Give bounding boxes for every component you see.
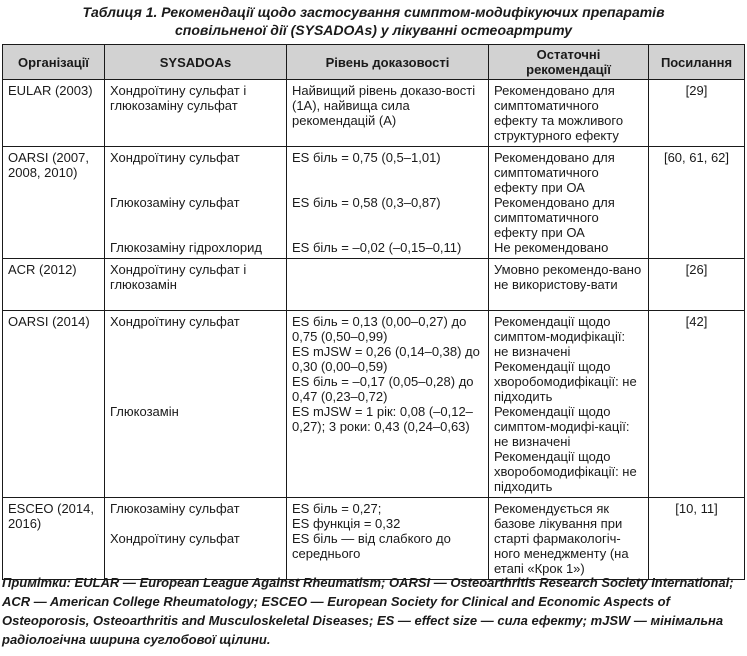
cell-evidence: ES біль = 0,13 (0,00–0,27) до 0,75 (0,50–0,99) ES mJSW = 0,26 (0,14–0,38) до 0,30 (0,00–0,59) ES біль = –0,17 (0,05–0,28) до 0,47 (0,23–0,72) ES mJSW = 1 рік: 0,08 (–0,12–0,27); 3 роки: 0,43 (0,24–0,63) [287,311,489,498]
cell-recommendations: Умовно рекомендо-вано не використову-вати [489,259,649,311]
table-row [3,147,745,259]
header-recommendations: Остаточні рекомендації [489,45,649,80]
table-notes: Примітки: EULAR — European League Against Rheumatism; OARSI — Osteoarthritis Research Society International; ACR — American College Rheumatology; ESCEO — European Society for Clinical and Economic Aspects of Osteoporosis, Osteoarthritis and Musculoskeletal Diseases; ES — effect size — сила ефекту; mJSW — мінімальна радіологічна ширина суглобової щілини. [2,575,734,647]
header-organization: Організації [3,45,105,80]
cell-sysadoas: Хондроїтину сульфат і глюкозамін [105,259,287,311]
cell-evidence [287,259,489,311]
cell-recommendations: Рекомендовано для симптоматичного ефекту при ОА Рекомендовано для симптоматичного ефекту при ОА Не рекомендовано [489,147,649,259]
table-row [3,80,745,147]
cell-recommendations: Рекомендується як базове лікування при старті фармакологіч-ного менеджменту (на етапі «Крок 1») [489,498,649,580]
table-row [3,311,745,498]
cell-sysadoas: Глюкозаміну сульфат Хондроїтину сульфат [105,498,287,580]
cell-organization: EULAR (2003) [3,80,105,147]
cell-organization: ACR (2012) [3,259,105,311]
header-sysadoas: SYSADOAs [105,45,287,80]
cell-organization: ESCEO (2014, 2016) [3,498,105,580]
cell-references: [29] [649,80,745,147]
caption-line-1: Таблиця 1. Рекомендації щодо застосування симптом-модифікуючих препаратів [82,4,665,20]
table-header-row [3,45,745,80]
table-caption [40,3,707,39]
cell-recommendations: Рекомендації щодо симптом-модифікації: не визначені Рекомендації щодо хворобомодифікації: не підходить Рекомендації щодо симптом-модифі-кації: не визначені Рекомендації щодо хворобомодифікації: не підходить [489,311,649,498]
cell-sysadoas: Хондроїтину сульфат і глюкозаміну сульфат [105,80,287,147]
cell-recommendations: Рекомендовано для симптоматичного ефекту та можливого структурного ефекту [489,80,649,147]
cell-sysadoas: Хондроїтину сульфат Глюкозамін [105,311,287,498]
cell-organization: OARSI (2007, 2008, 2010) [3,147,105,259]
cell-evidence: ES біль = 0,27; ES функція = 0,32 ES біль — від слабкого до середнього [287,498,489,580]
cell-references: [42] [649,311,745,498]
header-references: Посилання [649,45,745,80]
table-row [3,259,745,311]
table-row [3,498,745,580]
cell-evidence: ES біль = 0,75 (0,5–1,01) ES біль = 0,58 (0,3–0,87) ES біль = –0,02 (–0,15–0,11) [287,147,489,259]
cell-sysadoas: Хондроїтину сульфат Глюкозаміну сульфат Глюкозаміну гідрохлорид [105,147,287,259]
cell-references: [26] [649,259,745,311]
cell-organization: OARSI (2014) [3,311,105,498]
cell-references: [10, 11] [649,498,745,580]
cell-references: [60, 61, 62] [649,147,745,259]
recommendations-table [2,44,745,580]
caption-line-2: сповільненої дії (SYSADOAs) у лікуванні остеоартриту [175,22,572,38]
cell-evidence: Найвищий рівень доказо-вості (1А), найвища сила рекомендацій (А) [287,80,489,147]
header-evidence: Рівень доказовості [287,45,489,80]
